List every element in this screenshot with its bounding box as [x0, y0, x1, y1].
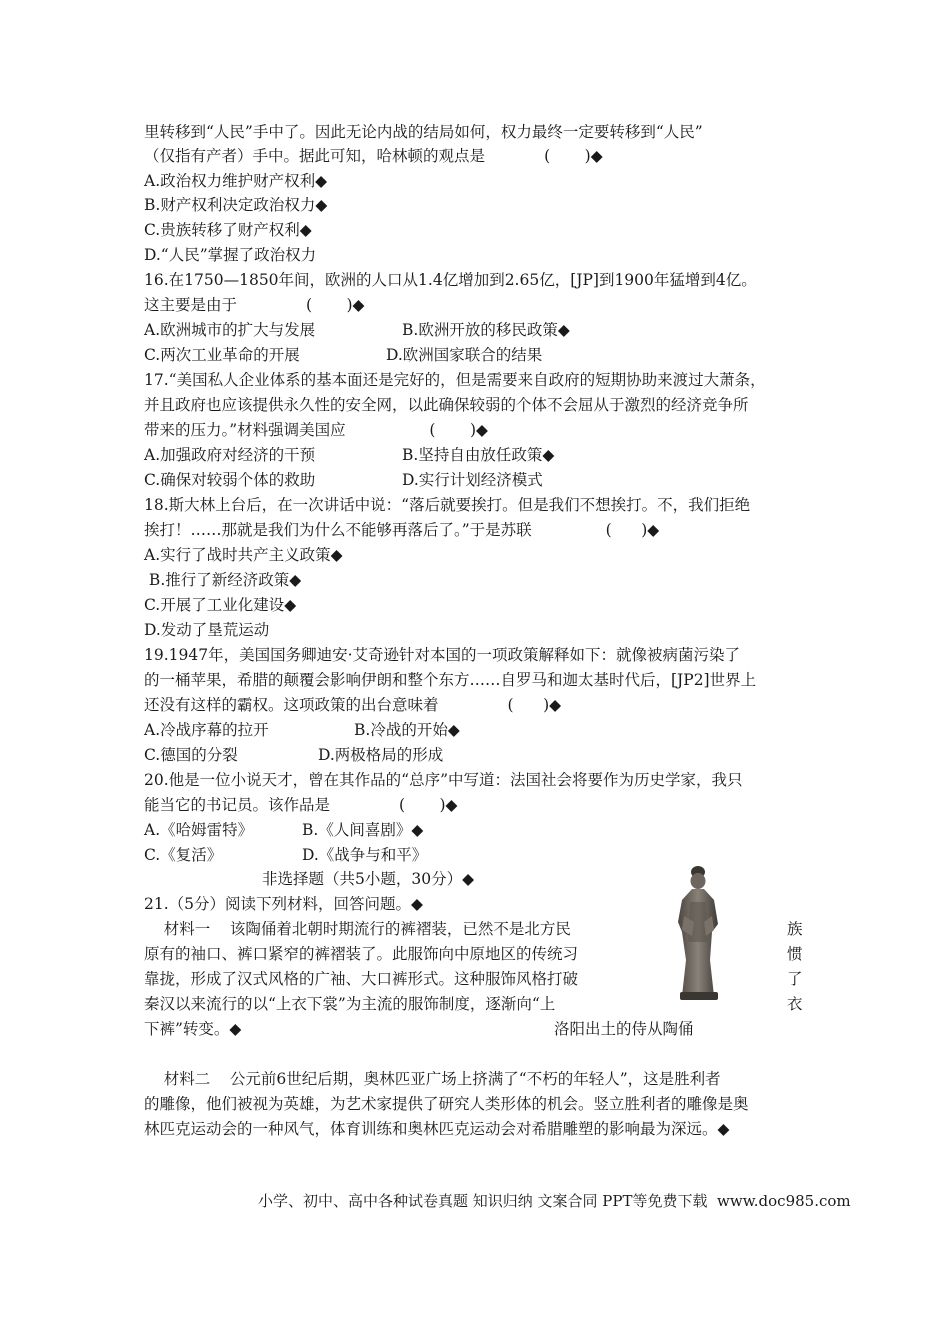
q16-option-d: D.欧洲国家联合的结果 [386, 346, 543, 364]
q17-option-d: D.实行计划经济模式 [402, 471, 543, 489]
q20-stem-line: 能当它的书记员。该作品是 ( )◆ [144, 796, 458, 814]
q19-option-c: C.德国的分裂 [144, 746, 238, 764]
material-one-line: 下裤”转变。◆ [144, 1020, 242, 1038]
material-one-line: 材料一 该陶俑着北朝时期流行的裤褶装，已然不是北方民 [144, 920, 571, 938]
q18-option-c: C.开展了工业化建设◆ [144, 596, 297, 614]
q21-intro: 21.（5分）阅读下列材料，回答问题。◆ [144, 895, 423, 913]
pottery-figurine-image [668, 862, 730, 1002]
q17-option-b: B.坚持自由放任政策◆ [402, 446, 555, 464]
q15-stem-line: 里转移到“人民”手中了。因此无论内战的结局如何，权力最终一定要转移到“人民” [144, 123, 703, 141]
q20-option-d: D.《战争与和平》 [302, 846, 428, 864]
q19-stem-line: 还没有这样的霸权。这项政策的出台意味着 ( )◆ [144, 696, 562, 714]
q15-option-a: A.政治权力维护财产权利◆ [144, 172, 328, 190]
q16-stem-line: 16.在1750—1850年间，欧洲的人口从1.4亿增加到2.65亿，[JP]到1900年猛增到4亿。 [144, 271, 757, 289]
q20-option-c: C.《复活》 [144, 846, 223, 864]
material-two-line: 材料二 公元前6世纪后期，奥林匹亚广场上挤满了“不朽的年轻人”，这是胜利者 [144, 1070, 721, 1088]
q15-option-c: C.贵族转移了财产权利◆ [144, 221, 312, 239]
section-title: 非选择题（共5小题，30分）◆ [262, 870, 475, 888]
q18-stem-line: 挨打！……那就是我们为什么不能够再落后了。”于是苏联 ( )◆ [144, 521, 660, 539]
q19-option-d: D.两极格局的形成 [318, 746, 444, 764]
material-two-line: 林匹克运动会的一种风气，体育训练和奥林匹克运动会对希腊雕塑的影响最为深远。◆ [144, 1120, 730, 1138]
q17-stem-line: 17.“美国私人企业体系的基本面还是完好的，但是需要来自政府的短期协助来渡过大萧条， [144, 371, 766, 389]
q16-option-c: C.两次工业革命的开展 [144, 346, 300, 364]
q15-stem-line: （仅指有产者）手中。据此可知，哈林顿的观点是 ( )◆ [144, 147, 603, 165]
q18-option-a: A.实行了战时共产主义政策◆ [144, 546, 343, 564]
q16-stem-line: 这主要是由于 ( )◆ [144, 296, 365, 314]
q15-option-d: D.“人民”掌握了政治权力 [144, 246, 317, 264]
material-one-line-end: 惯 [787, 945, 803, 963]
q17-stem-line: 并且政府也应该提供永久性的安全网，以此确保较弱的个体不会屈从于激烈的经济竞争所 [144, 396, 749, 414]
q17-option-a: A.加强政府对经济的干预 [144, 446, 316, 464]
page-footer: 小学、初中、高中各种试卷真题 知识归纳 文案合同 PPT等免费下载 www.doc985.com [258, 1192, 851, 1210]
material-one-line: 原有的袖口、裤口紧窄的裤褶装了。此服饰向中原地区的传统习 [144, 945, 579, 963]
q16-option-a: A.欧洲城市的扩大与发展 [144, 321, 316, 339]
q19-stem-line: 的一桶苹果，希腊的颠覆会影响伊朗和整个东方……自罗马和迦太基时代后，[JP2]世界上 [144, 671, 757, 689]
material-one-line: 靠拢，形成了汉式风格的广袖、大口裤形式。这种服饰风格打破 [144, 970, 579, 988]
q18-option-b: B.推行了新经济政策◆ [144, 571, 302, 589]
q20-stem-line: 20.他是一位小说天才，曾在其作品的“总序”中写道：法国社会将要作为历史学家，我只 [144, 771, 743, 789]
q20-option-a: A.《哈姆雷特》 [144, 821, 254, 839]
q16-option-b: B.欧洲开放的移民政策◆ [402, 321, 570, 339]
q18-option-d: D.发动了垦荒运动 [144, 621, 270, 639]
q15-option-b: B.财产权利决定政治权力◆ [144, 196, 328, 214]
material-two-line: 的雕像，他们被视为英雄，为艺术家提供了研究人类形体的机会。竖立胜利者的雕像是奥 [144, 1095, 749, 1113]
q17-stem-line: 带来的压力。”材料强调美国应 ( )◆ [144, 421, 488, 439]
material-one-line-end: 了 [787, 970, 803, 988]
material-one-line: 秦汉以来流行的以“上衣下裳”为主流的服饰制度，逐渐向“上 [144, 995, 556, 1013]
q19-option-a: A.冷战序幕的拉开 [144, 721, 269, 739]
q20-option-b: B.《人间喜剧》◆ [302, 821, 424, 839]
figure-caption: 洛阳出土的侍从陶俑 [554, 1020, 694, 1038]
material-one-line-end: 衣 [787, 995, 803, 1013]
material-one-line-end: 族 [787, 920, 803, 938]
q17-option-c: C.确保对较弱个体的救助 [144, 471, 316, 489]
q19-stem-line: 19.1947年，美国国务卿迪安·艾奇逊针对本国的一项政策解释如下：就像被病菌污染了 [144, 646, 741, 664]
q19-option-b: B.冷战的开始◆ [354, 721, 460, 739]
q18-stem-line: 18.斯大林上台后，在一次讲话中说：“落后就要挨打。但是我们不想挨打。不，我们拒绝 [144, 496, 751, 514]
